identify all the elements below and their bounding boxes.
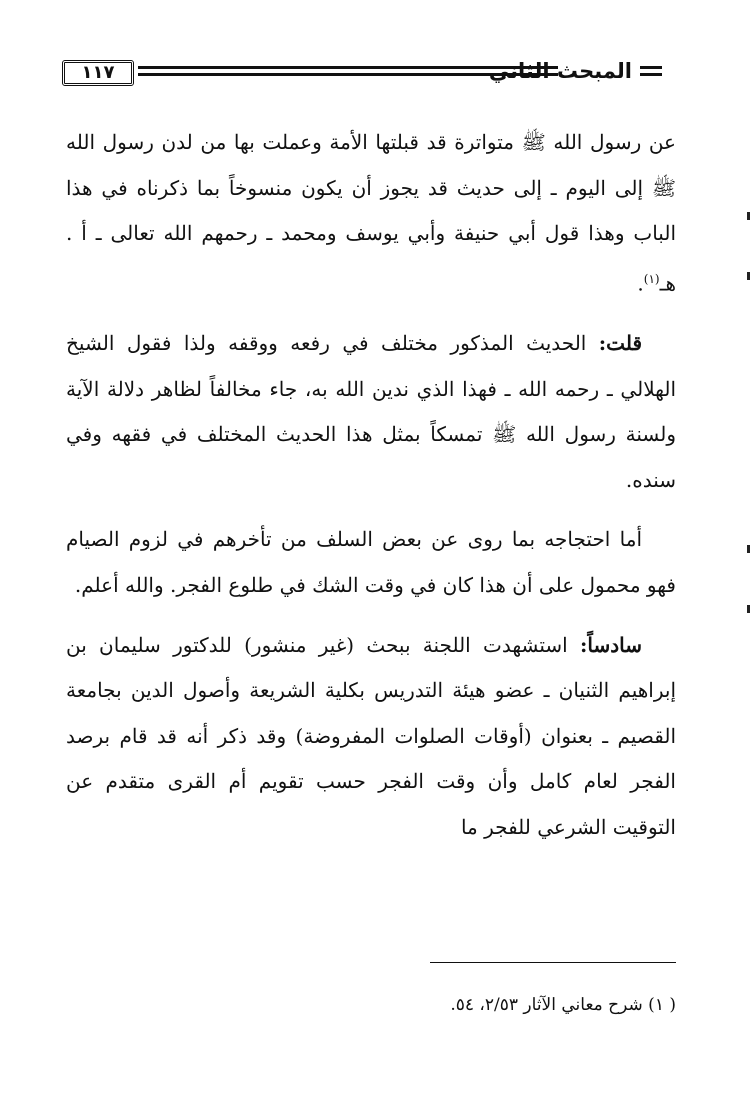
- main-text: [66, 120, 676, 865]
- paragraph-3-text: أما احتجاجه بما روى عن بعض السلف من تأخرهم في لزوم الصيام فهو محمول على أن هذا كان في وقت الشك في طلوع الفجر. والله أعلم.: [66, 527, 676, 597]
- footnote: ( ١) شرح معاني الآثار ٢/٥٣، ٥٤.: [450, 995, 676, 1015]
- paragraph-1-end: .: [637, 271, 644, 296]
- paragraph-2-text: الحديث المذكور مختلف في رفعه ووقفه ولذا فقول الشيخ الهلالي ـ رحمه الله ـ فهذا الذي ندين الله به، جاء مخالفاً لظاهر دلالة الآية ولسنة رسول الله ﷺ تمسكاً بمثل هذا الحديث المختلف في فقهه وفي سنده.: [66, 331, 676, 492]
- paragraph-2: [66, 321, 676, 503]
- chapter-title: المبحث الثاني: [488, 59, 632, 83]
- paragraph-4: [66, 623, 676, 851]
- page-header: [62, 56, 662, 90]
- paragraph-1-text: عن رسول الله ﷺ متواترة قد قبلتها الأمة وعملت بها من لدن رسول الله ﷺ إلى اليوم ـ إلى حديث قد يجوز أن يكون منسوخاً بما ذكرناه في هذا الباب وهذا قول أبي حنيفة وأبي يوسف ومحمد ـ رحمهم الله تعالى ـ أ . هـ: [66, 130, 676, 296]
- paragraph-2-lead: قلت:: [598, 331, 642, 356]
- footnote-reference: (١): [643, 271, 660, 286]
- paragraph-4-lead: سادساً:: [580, 632, 642, 657]
- paragraph-1: [66, 120, 676, 307]
- header-rule-right: [640, 66, 662, 76]
- paragraph-3: [66, 517, 676, 608]
- footnote-divider: [430, 962, 676, 963]
- paragraph-4-text: استشهدت اللجنة ببحث (غير منشور) للدكتور سليمان بن إبراهيم الثنيان ـ عضو هيئة التدريس بكلية الشريعة وأصول الدين بجامعة القصيم ـ بعنوان (أوقات الصلوات المفروضة) وقد ذكر أنه قد قام برصد الفجر لعام كامل وأن وقت الفجر حسب تقويم أم القرى متقدم عن التوقيت الشرعي للفجر ما: [66, 632, 676, 839]
- page-number: ١١٧: [62, 60, 134, 86]
